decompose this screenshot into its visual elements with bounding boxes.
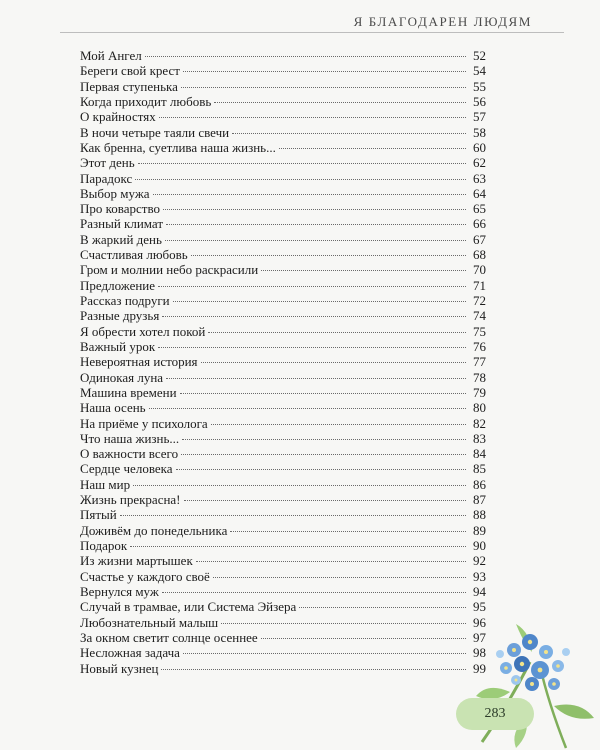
toc-entry <box>80 262 486 277</box>
toc-entry-page: 79 <box>473 384 486 400</box>
toc-entry <box>80 615 486 630</box>
header-rule <box>60 32 564 33</box>
toc-entry-page: 63 <box>473 170 486 186</box>
dot-leader <box>196 561 466 562</box>
toc-entry-page: 98 <box>473 645 486 661</box>
toc-entry <box>80 278 486 293</box>
dot-leader <box>261 638 466 639</box>
dot-leader <box>145 56 466 57</box>
toc-entry-title: Сердце человека <box>80 461 173 477</box>
toc-entry-page: 80 <box>473 400 486 416</box>
dot-leader <box>166 224 466 225</box>
toc-entry-title: Наша осень <box>80 400 146 416</box>
toc-entry-page: 55 <box>473 78 486 94</box>
toc-entry-title: Выбор мужа <box>80 185 150 201</box>
toc-entry-title: Наш мир <box>80 476 131 492</box>
toc-entry-page: 74 <box>473 308 486 324</box>
dot-leader <box>211 424 466 425</box>
dot-leader <box>153 194 466 195</box>
dot-leader <box>181 454 466 455</box>
toc-entry <box>80 201 486 216</box>
dot-leader <box>191 255 466 256</box>
toc-entry-page: 78 <box>473 369 486 385</box>
toc-entry-title: Разный климат <box>80 216 164 232</box>
dot-leader <box>213 577 466 578</box>
toc-entry-title: Любознательный малыш <box>80 614 219 630</box>
toc-entry-title: В жаркий день <box>80 231 162 247</box>
dot-leader <box>166 378 466 379</box>
toc-entry-page: 76 <box>473 338 486 354</box>
dot-leader <box>120 515 466 516</box>
toc-entry <box>80 354 486 369</box>
toc-entry-title: Береги свой крест <box>80 63 180 79</box>
toc-entry-title: О крайностях <box>80 109 156 125</box>
dot-leader <box>183 653 466 654</box>
toc-entry-page: 71 <box>473 277 486 293</box>
page-number: 283 <box>484 706 506 721</box>
toc-entry <box>80 523 486 538</box>
toc-entry <box>80 171 486 186</box>
toc-entry-page: 88 <box>473 507 486 523</box>
toc-entry-title: Доживём до понедельника <box>80 522 228 538</box>
toc-entry <box>80 431 486 446</box>
running-head: Я БЛАГОДАРЕН ЛЮДЯМ <box>353 14 532 29</box>
dot-leader <box>162 316 466 317</box>
toc-entry-page: 90 <box>473 538 486 553</box>
toc-entry <box>80 48 486 63</box>
toc-entry <box>80 109 486 124</box>
dot-leader <box>138 163 466 164</box>
forget-me-not-illustration <box>470 622 600 750</box>
toc-entry <box>80 308 486 323</box>
toc-entry-page: 64 <box>473 185 486 201</box>
toc-entry-title: Счастливая любовь <box>80 247 188 263</box>
dot-leader <box>173 301 466 302</box>
toc-entry <box>80 247 486 262</box>
toc-entry-title: Одинокая луна <box>80 369 164 385</box>
toc-entry-page: 86 <box>473 476 486 492</box>
toc-entry <box>80 232 486 247</box>
dot-leader <box>182 439 466 440</box>
toc-entry-title: Разные друзья <box>80 308 160 324</box>
toc-entry-page: 92 <box>473 553 486 569</box>
dot-leader <box>130 546 466 547</box>
toc-entry-title: Жизнь прекрасна! <box>80 492 181 508</box>
toc-entry-page: 54 <box>473 63 486 79</box>
toc-entry <box>80 94 486 109</box>
dot-leader <box>201 362 466 363</box>
toc-entry <box>80 140 486 155</box>
dot-leader <box>261 270 466 271</box>
toc-entry-page: 89 <box>473 522 486 538</box>
toc-entry-title: Случай в трамвае, или Система Эйзера <box>80 599 297 615</box>
toc-entry <box>80 324 486 339</box>
toc-entry <box>80 553 486 568</box>
toc-entry-title: Парадокс <box>80 170 133 186</box>
toc-entry-title: Из жизни мартышек <box>80 553 193 569</box>
dot-leader <box>184 500 466 501</box>
dot-leader <box>221 623 466 624</box>
toc-entry <box>80 507 486 522</box>
toc-entry-title: Как бренна, суетлива наша жизнь... <box>80 139 276 155</box>
dot-leader <box>161 669 466 670</box>
toc-entry-title: На приёме у психолога <box>80 415 208 431</box>
toc-entry-page: 87 <box>473 492 486 508</box>
dot-leader <box>163 209 466 210</box>
dot-leader <box>159 117 466 118</box>
dot-leader <box>165 240 466 241</box>
toc-entry <box>80 538 486 553</box>
toc-entry <box>80 584 486 599</box>
toc-entry-page: 77 <box>473 354 486 370</box>
toc-entry <box>80 370 486 385</box>
toc-entry-page: 96 <box>473 614 486 630</box>
toc-entry-page: 94 <box>473 583 486 599</box>
toc-entry-page: 62 <box>473 155 486 171</box>
toc-entry <box>80 339 486 354</box>
toc-entry <box>80 186 486 201</box>
toc-entry <box>80 125 486 140</box>
toc-entry-title: Рассказ подруги <box>80 293 170 308</box>
toc-entry-page: 57 <box>473 109 486 125</box>
toc-entry <box>80 400 486 415</box>
toc-entry <box>80 416 486 431</box>
toc-entry-title: Несложная задача <box>80 645 180 661</box>
toc-entry-title: Новый кузнец <box>80 660 159 676</box>
toc-entry <box>80 216 486 231</box>
dot-leader <box>183 71 466 72</box>
toc-entry-page: 52 <box>473 48 486 63</box>
toc-entry <box>80 293 486 308</box>
toc-entry <box>80 63 486 78</box>
toc-entry-page: 84 <box>473 446 486 462</box>
toc-entry-page: 72 <box>473 293 486 308</box>
toc-entry-page: 58 <box>473 124 486 140</box>
toc-entry <box>80 630 486 645</box>
dot-leader <box>176 469 466 470</box>
dot-leader <box>208 332 466 333</box>
toc-entry-page: 97 <box>473 629 486 645</box>
toc-entry-page: 67 <box>473 231 486 247</box>
toc-entry-title: Что наша жизнь... <box>80 430 180 446</box>
dot-leader <box>158 286 466 287</box>
dot-leader <box>180 393 466 394</box>
toc-entry-page: 75 <box>473 323 486 339</box>
toc-entry-page: 70 <box>473 262 486 278</box>
toc-entry <box>80 492 486 507</box>
toc-entry-title: Когда приходит любовь <box>80 93 212 109</box>
toc-entry-page: 93 <box>473 568 486 584</box>
toc-entry-title: Гром и молнии небо раскрасили <box>80 262 259 278</box>
dot-leader <box>135 179 466 180</box>
toc-entry-page: 82 <box>473 415 486 431</box>
dot-leader <box>133 485 466 486</box>
toc-entry-title: О важности всего <box>80 446 179 462</box>
toc-entry-page: 83 <box>473 430 486 446</box>
toc-entry <box>80 645 486 660</box>
toc-entry-title: За окном светит солнце осеннее <box>80 629 258 645</box>
dot-leader <box>158 347 466 348</box>
dot-leader <box>162 592 466 593</box>
toc-entry-title: Я обрести хотел покой <box>80 323 206 339</box>
toc-entry-page: 65 <box>473 201 486 217</box>
dot-leader <box>181 87 466 88</box>
toc-entry-title: Про коварство <box>80 201 161 217</box>
toc-entry-title: Невероятная история <box>80 354 198 370</box>
toc-entry-page: 60 <box>473 139 486 155</box>
toc-entry-title: Счастье у каждого своё <box>80 568 210 584</box>
toc-entry-title: Вернулся муж <box>80 583 159 599</box>
toc-entry-title: Пятый <box>80 507 117 523</box>
page-number-badge <box>456 698 534 730</box>
toc-entry-title: Этот день <box>80 155 135 171</box>
toc-entry-page: 95 <box>473 599 486 615</box>
dot-leader <box>299 607 466 608</box>
toc-entry <box>80 477 486 492</box>
toc-entry-page: 68 <box>473 247 486 263</box>
toc-entry-title: Первая ступенька <box>80 78 178 94</box>
toc-entry-title: Мой Ангел <box>80 48 142 63</box>
toc-entry <box>80 661 486 676</box>
toc-entry <box>80 599 486 614</box>
dot-leader <box>230 531 466 532</box>
toc-entry-page: 85 <box>473 461 486 477</box>
toc-entry-page: 99 <box>473 660 486 676</box>
dot-leader <box>214 102 466 103</box>
dot-leader <box>279 148 466 149</box>
toc-entry-title: Машина времени <box>80 384 177 400</box>
toc-entry <box>80 79 486 94</box>
dot-leader <box>232 133 466 134</box>
toc-entry-title: Важный урок <box>80 338 156 354</box>
toc-entry <box>80 155 486 170</box>
toc-entry <box>80 461 486 476</box>
toc-entry <box>80 385 486 400</box>
toc-entry <box>80 446 486 461</box>
toc-entry-title: Предложение <box>80 277 156 293</box>
toc-entry-title: В ночи четыре таяли свечи <box>80 124 230 140</box>
toc-entry <box>80 569 486 584</box>
toc-entry-page: 66 <box>473 216 486 232</box>
toc-entry-title: Подарок <box>80 538 128 553</box>
dot-leader <box>149 408 466 409</box>
table-of-contents <box>80 48 486 676</box>
toc-entry-page: 56 <box>473 93 486 109</box>
